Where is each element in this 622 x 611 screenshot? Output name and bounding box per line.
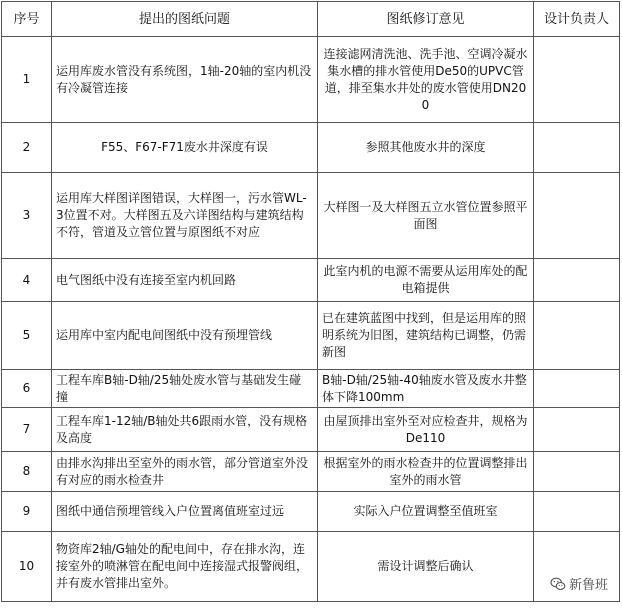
row-person (534, 37, 620, 123)
row-person (534, 492, 620, 532)
row-person (534, 370, 620, 408)
table-row (2, 452, 620, 492)
row-person (534, 452, 620, 492)
table-row (2, 532, 620, 602)
row-revision: 由屋顶排出室外至对应检查井，规格为De110 (318, 408, 534, 452)
wechat-icon (550, 576, 566, 592)
row-revision: 连接滤网清洗池、洗手池、空调冷凝水集水槽的排水管使用De50的UPVC管道，排至集水井处的废水管使用DN200 (318, 37, 534, 123)
watermark-text: 新鲁班 (568, 578, 608, 593)
row-person (534, 123, 620, 173)
table-row (2, 259, 620, 302)
row-issue: 图纸中通信预埋管线入户位置离值班室过远 (52, 492, 318, 532)
row-issue: 运用库废水管没有系统图，1轴-20轴的室内机没有冷凝管连接 (52, 37, 318, 123)
table-row (2, 302, 620, 370)
row-issue: 工程车库B轴-D轴/25轴处废水管与基础发生碰撞 (52, 370, 318, 408)
row-no: 2 (2, 123, 52, 173)
row-revision: 参照其他废水井的深度 (318, 123, 534, 173)
row-no: 8 (2, 452, 52, 492)
header-no: 序号 (2, 2, 52, 37)
row-issue: F55、F67-F71废水井深度有误 (52, 123, 318, 173)
revision-table (1, 1, 620, 602)
row-no: 4 (2, 259, 52, 302)
row-no: 3 (2, 173, 52, 259)
row-revision: 实际入户位置调整至值班室 (318, 492, 534, 532)
watermark (550, 574, 608, 593)
row-revision: 已在建筑蓝图中找到，但是运用库的照明系统为旧图，建筑结构已调整，仍需新图 (318, 302, 534, 370)
row-person (534, 259, 620, 302)
table-row (2, 123, 620, 173)
row-revision: 需设计调整后确认 (318, 532, 534, 602)
header-issue: 提出的图纸问题 (52, 2, 318, 37)
row-issue: 由排水沟排出至室外的雨水管，部分管道室外没有对应的雨水检查井 (52, 452, 318, 492)
row-no: 7 (2, 408, 52, 452)
row-no: 1 (2, 37, 52, 123)
header-person: 设计负责人 (534, 2, 620, 37)
header-revision: 图纸修订意见 (318, 2, 534, 37)
row-person (534, 173, 620, 259)
table-row (2, 37, 620, 123)
row-issue: 运用库大样图详图错误，大样图一，污水管WL-3位置不对。大样图五及六详图结构与建筑结构不符，管道及立管位置与原图纸不对应 (52, 173, 318, 259)
row-issue: 运用库中室内配电间图纸中没有预埋管线 (52, 302, 318, 370)
row-person (534, 408, 620, 452)
row-issue: 电气图纸中没有连接至室内机回路 (52, 259, 318, 302)
row-person (534, 302, 620, 370)
table-row (2, 173, 620, 259)
row-no: 5 (2, 302, 52, 370)
row-issue: 工程车库1-12轴/B轴处共6跟雨水管，没有规格及高度 (52, 408, 318, 452)
row-no: 6 (2, 370, 52, 408)
row-no: 10 (2, 532, 52, 602)
row-revision: 大样图一及大样图五立水管位置参照平面图 (318, 173, 534, 259)
header-row (2, 2, 620, 37)
table-row (2, 408, 620, 452)
row-revision: 此室内机的电源不需要从运用库处的配电箱提供 (318, 259, 534, 302)
table-row (2, 370, 620, 408)
table-row (2, 492, 620, 532)
row-revision: 根据室外的雨水检查井的位置调整排出室外的雨水管 (318, 452, 534, 492)
row-issue: 物资库2轴/G轴处的配电间中，存在排水沟，连接室外的喷淋管在配电间中连接湿式报警阀组，并有废水管排出室外。 (52, 532, 318, 602)
row-no: 9 (2, 492, 52, 532)
row-revision: B轴-D轴/25轴-40轴废水管及废水井整体下降100mm (318, 370, 534, 408)
